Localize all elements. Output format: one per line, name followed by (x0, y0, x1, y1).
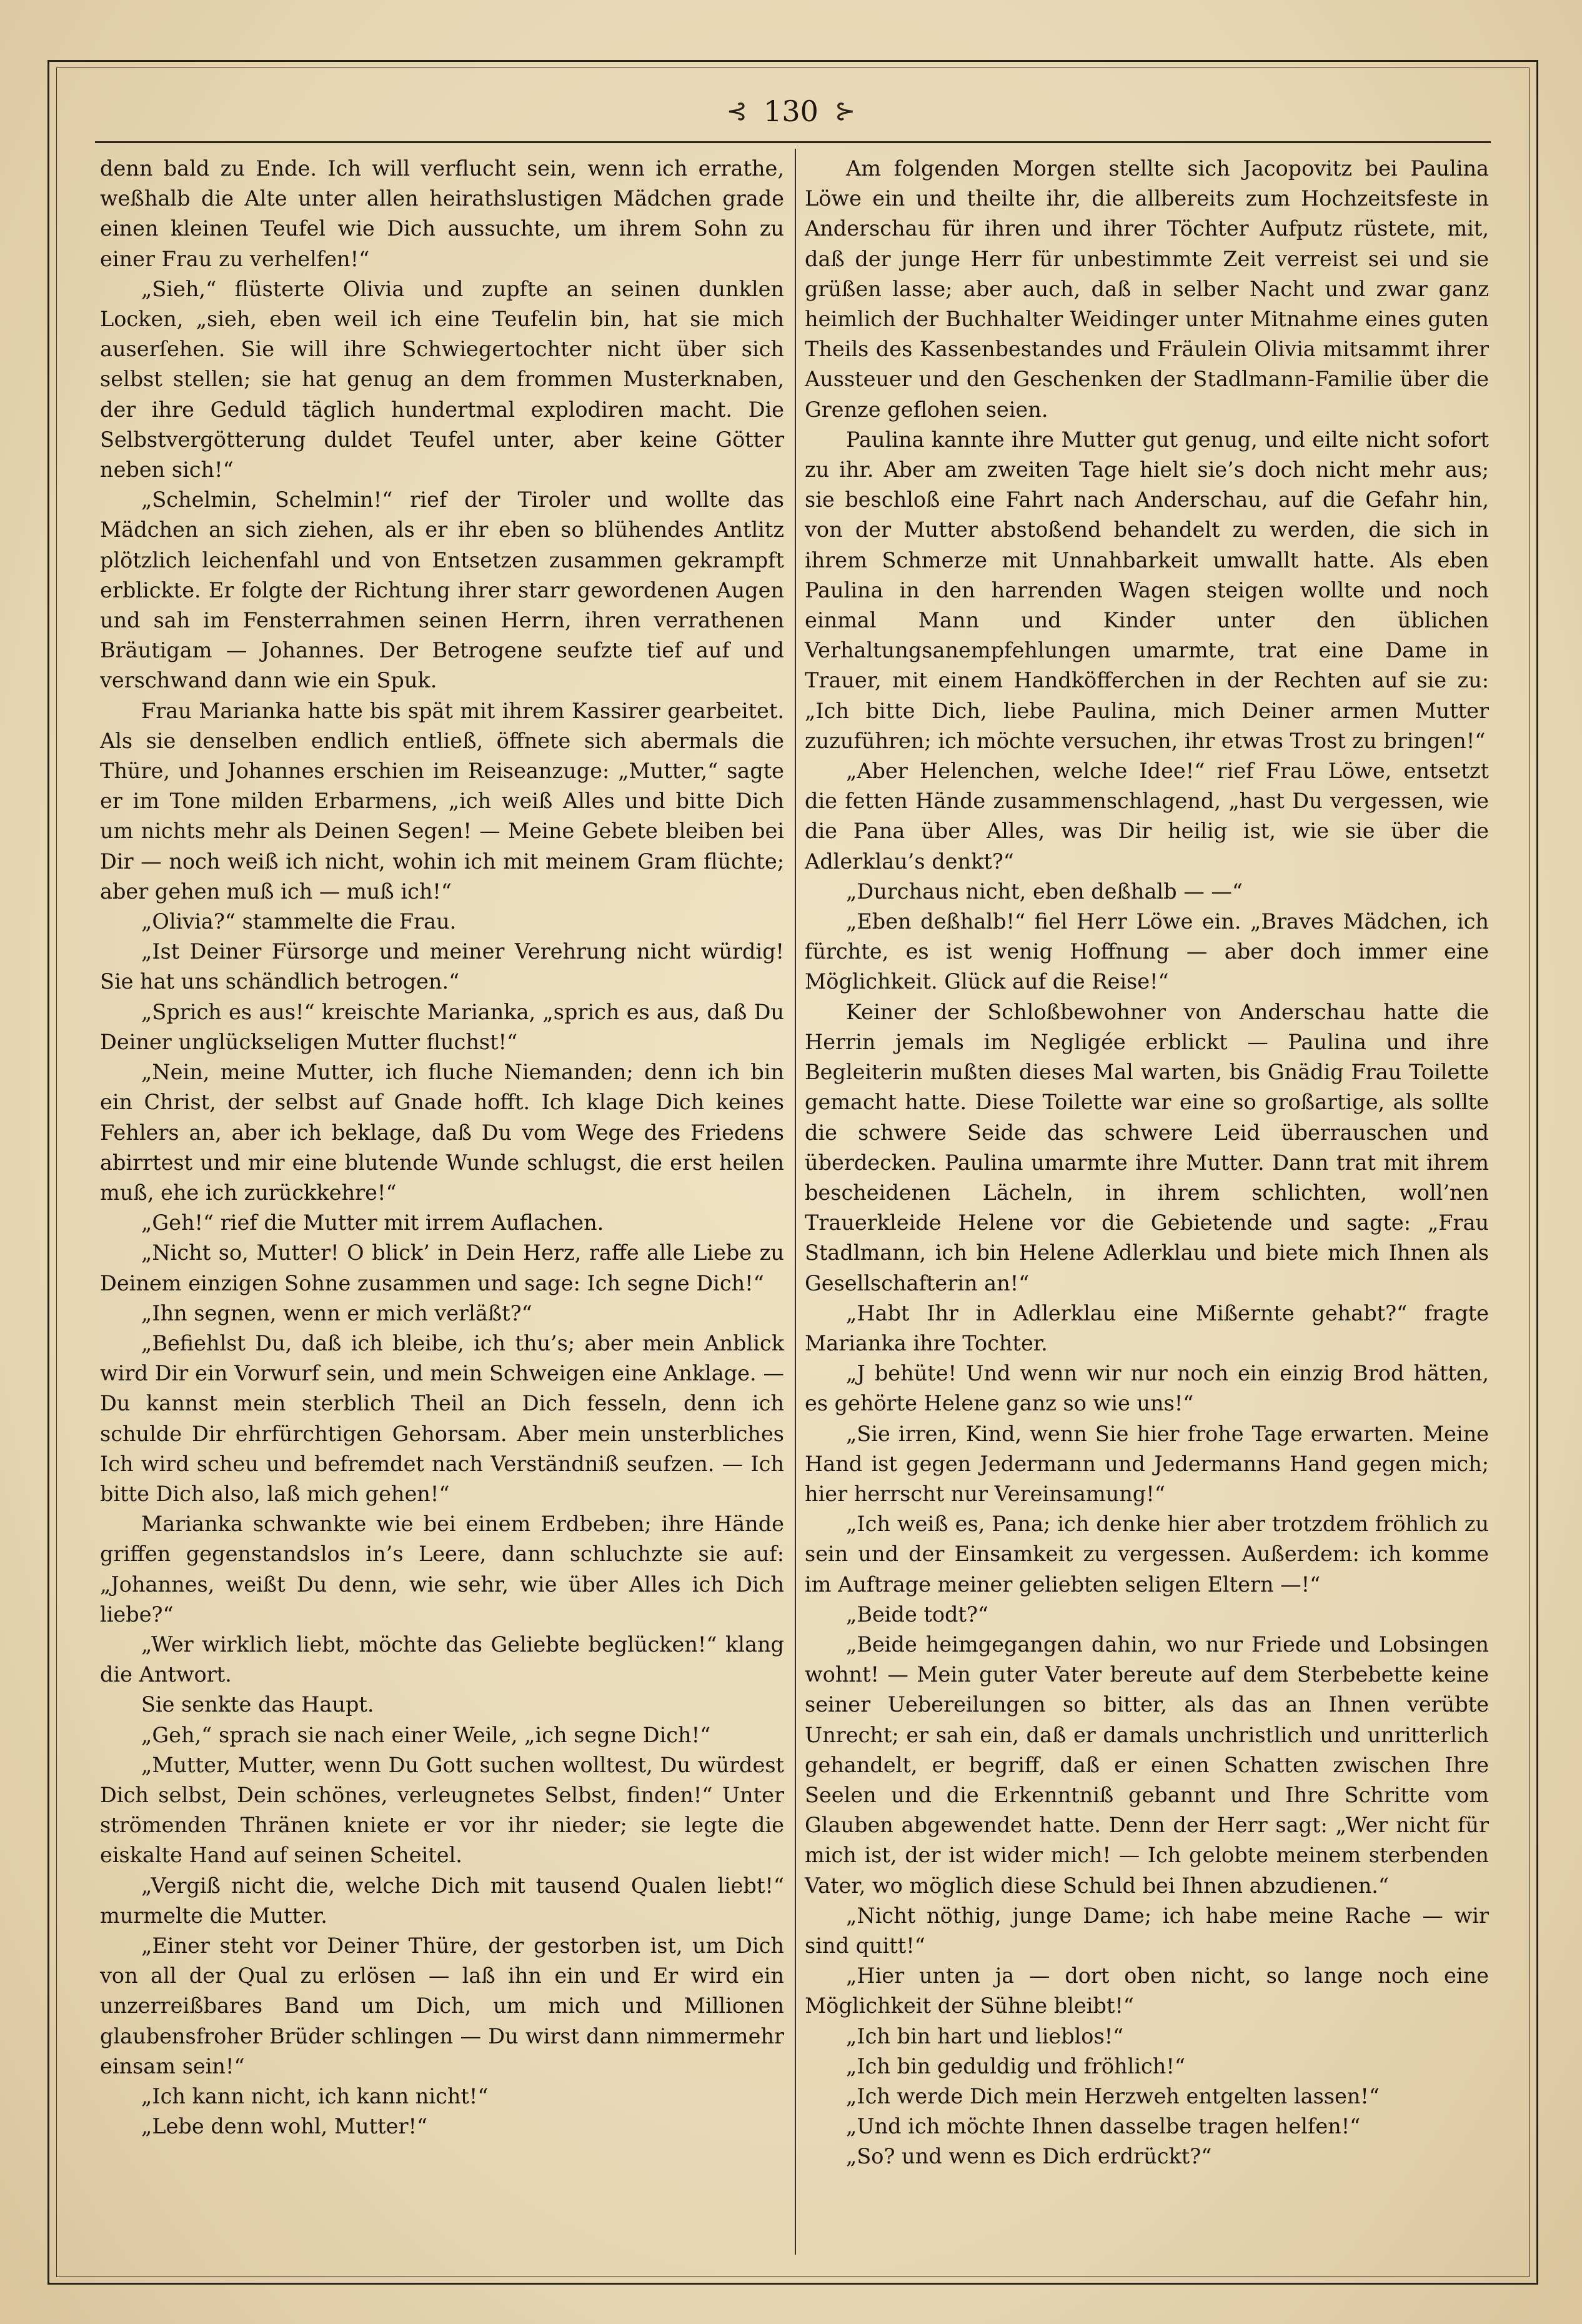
right-column (805, 154, 1489, 2172)
paragraph: „Nein, meine Mutter, ich fluche Niemanden; denn ich bin ein Christ, der selbst auf Gnade hofft. Ich klage Dich keines Fehlers an, aber ich beklage, daß Du vom Wege des Friedens abirrtest und mir eine blutende Wunde schlugst, die erst heilen muß, ehe ich zurückkehre!“ (100, 1060, 784, 1205)
paragraph: „Geh!“ rief die Mutter mit irrem Auflachen. (141, 1210, 604, 1235)
paragraph: Sie senkte das Haupt. (141, 1692, 374, 1717)
paragraph: „So? und wenn es Dich erdrückt?“ (846, 2144, 1212, 2169)
paragraph: „Vergiß nicht die, welche Dich mit tausend Qualen liebt!“ murmelte die Mutter. (100, 1873, 784, 1928)
paragraph: „Durchaus nicht, eben deßhalb — —“ (846, 879, 1243, 904)
paragraph: Marianka schwankte wie bei einem Erdbeben; ihre Hände griffen gegenstandslos in’s Leere, dann schluchzte sie auf: „Johannes, weißt Du denn, wie sehr, wie über Alles ich Dich liebe?“ (100, 1512, 784, 1627)
paragraph: „Beide todt?“ (846, 1602, 989, 1627)
paragraph: „Sieh,“ flüsterte Olivia und zupfte an seinen dunklen Locken, „sieh, eben weil ich eine Teufelin bin, hat sie mich auserſehen. Sie will ihre Schwiegertochter nicht über sich selbst stellen; sie hat genug an dem frommen Musterknaben, der ihre Geduld täglich hundertmal explodiren macht. Die Selbstvergötterung duldet Teufel unter, aber keine Götter neben sich!“ (100, 276, 784, 482)
paragraph: „Ich bin hart und lieblos!“ (846, 2023, 1124, 2048)
paragraph: „Ich kann nicht, ich kann nicht!“ (141, 2084, 489, 2108)
right-ornament-icon: ⊱ (834, 97, 856, 126)
paragraph: „Ich weiß es, Pana; ich denke hier aber trotzdem fröhlich zu sein und der Einsamkeit zu vergessen. Außerdem: ich komme im Auftrage meiner geliebten seligen Eltern —!“ (805, 1512, 1489, 1597)
column-divider (795, 149, 796, 2255)
paragraph: „Befiehlst Du, daß ich bleibe, ich thu’s; aber mein Anblick wird Dir ein Vorwurf sein, und mein Schweigen eine Anklage. — Du kannst mein sterblich Theil an Dich fesseln, denn ich schulde Dir ehrfürchtigen Gehorsam. Aber mein unsterbliches Ich wird scheu und befremdet nach Verständniß seufzen. — Ich bitte Dich also, laß mich gehen!“ (100, 1330, 784, 1506)
paragraph: „Und ich möchte Ihnen dasselbe tragen helfen!“ (846, 2114, 1361, 2139)
page-header (0, 86, 1582, 136)
paragraph: „Eben deßhalb!“ fiel Herr Löwe ein. „Braves Mädchen, ich fürchte, es ist wenig Hoffnung — aber doch immer eine Möglichkeit. Glück auf die Reise!“ (805, 909, 1489, 994)
paragraph: „Wer wirklich liebt, möchte das Geliebte beglücken!“ klang die Antwort. (100, 1632, 784, 1687)
paragraph: „Sie irren, Kind, wenn Sie hier frohe Tage erwarten. Meine Hand ist gegen Jedermann und Jedermanns Hand gegen mich; hier herrscht nur Vereinsamung!“ (805, 1421, 1489, 1506)
paragraph: „Olivia?“ stammelte die Frau. (141, 909, 457, 934)
paragraph: Am folgenden Morgen stellte sich Jacopovitz bei Paulina Löwe ein und theilte ihr, die allbereits zum Hochzeitsfeste in Anderschau für ihren und ihrer Töchter Aufputz rüstete, mit, daß der junge Herr für unbestimmte Zeit verreist sei und sie grüßen lasse; aber auch, daß in selber Nacht und zwar ganz heimlich der Buchhalter Weidinger unter Mitnahme eines guten Theils des Kassenbestandes und Fräulein Olivia mitsammt ihrer Aussteuer und den Geschenken der Stadlmann-Familie über die Grenze geflohen seien. (805, 156, 1489, 422)
page-number: 130 (764, 94, 818, 128)
header-rule (95, 141, 1491, 143)
paragraph: denn bald zu Ende. Ich will verflucht sein, wenn ich errathe, weßhalb die Alte unter allen heirathslustigen Mädchen grade einen kleinen Teufel wie Dich aussuchte, um ihrem Sohn zu einer Frau zu verhelfen!“ (100, 156, 784, 271)
paragraph: „Lebe denn wohl, Mutter!“ (141, 2114, 428, 2139)
paragraph: „Habt Ihr in Adlerklau eine Mißernte gehabt?“ fragte Marianka ihre Tochter. (805, 1300, 1489, 1355)
paragraph: „Beide heimgegangen dahin, wo nur Friede und Lobsingen wohnt! — Mein guter Vater bereute auf dem Sterbebette keine seiner Uebereilungen so bitter, als das an Ihnen verübte Unrecht; er sah ein, daß er damals unchristlich und unritterlich gehandelt, er begriff, daß er einen Schatten zwischen Ihre Seelen und die Erkenntniß gebannt und Ihre Schritte vom Glauben abgewendet hatte. Denn der Herr sagt: „Wer nicht für mich ist, der ist wider mich! — Ich gelobte meinem sterbenden Vater, wo möglich diese Schuld bei Ihnen abzudienen.“ (805, 1632, 1489, 1898)
paragraph: „Geh,“ sprach sie nach einer Weile, „ich segne Dich!“ (141, 1722, 711, 1747)
left-column (100, 154, 784, 2142)
paragraph: Paulina kannte ihre Mutter gut genug, und eilte nicht sofort zu ihr. Aber am zweiten Tage hielt sie’s doch nicht mehr aus; sie beschloß eine Fahrt nach Anderschau, auf die Gefahr hin, von der Mutter abstoßend behandelt zu werden, die sich in ihrem Schmerze mit Unnahbarkeit umwallt hatte. Als eben Paulina in den harrenden Wagen steigen wollte und noch einmal Mann und Kinder unter den üblichen Verhaltungsanempfehlungen umarmte, trat eine Dame in Trauer, mit einem Handköfferchen in der Rechten auf sie zu: „Ich bitte Dich, liebe Paulina, mich Deiner armen Mutter zuzuführen; ich möchte versuchen, ihr etwas Trost zu bringen!“ (805, 427, 1489, 753)
paragraph: „Ich bin geduldig und fröhlich!“ (846, 2053, 1185, 2078)
paragraph: „Aber Helenchen, welche Idee!“ rief Frau Löwe, entsetzt die fetten Hände zusammenschlagend, „hast Du vergessen, wie die Pana über Alles, was Dir heilig ist, wie sie über die Adlerklau’s denkt?“ (805, 759, 1489, 874)
paragraph: „Ich werde Dich mein Herzweh entgelten lassen!“ (846, 2084, 1380, 2108)
left-ornament-icon: ⊰ (726, 97, 748, 126)
paragraph: „Hier unten ja — dort oben nicht, so lange noch eine Möglichkeit der Sühne bleibt!“ (805, 1963, 1489, 2018)
paragraph: „Ist Deiner Fürsorge und meiner Verehrung nicht würdig! Sie hat uns schändlich betrogen.“ (100, 939, 784, 994)
paragraph: Keiner der Schloßbewohner von Anderschau hatte die Herrin jemals im Negligée erblickt — Paulina und ihre Begleiterin mußten dieses Mal warten, bis Gnädig Frau Toilette gemacht hatte. Diese Toilette war eine so großartige, als sollte die schwere Seide das schwere Leid überrauschen und überdecken. Paulina umarmte ihre Mutter. Dann trat mit ihrem bescheidenen Lächeln, in ihrem schlichten, woll’nen Trauerkleide Helene vor die Gebietende und sagte: „Frau Stadlmann, ich bin Helene Adlerklau und biete mich Ihnen als Gesellschafterin an!“ (805, 999, 1489, 1295)
paragraph: „Einer steht vor Deiner Thüre, der gestorben ist, um Dich von all der Qual zu erlösen — laß ihn ein und Er wird ein unzerreißbares Band um Dich, um mich und Millionen glaubensfroher Brüder schlingen — Du wirst dann nimmermehr einsam sein!“ (100, 1933, 784, 2078)
paragraph: „Nicht so, Mutter! O blick’ in Dein Herz, raffe alle Liebe zu Deinem einzigen Sohne zusammen und sage: Ich segne Dich!“ (100, 1240, 784, 1295)
paragraph: Frau Marianka hatte bis spät mit ihrem Kassirer gearbeitet. Als sie denselben endlich entließ, öffnete sich abermals die Thüre, und Johannes erschien im Reiseanzuge: „Mutter,“ sagte er im Tone milden Erbarmens, „ich weiß Alles und bitte Dich um nichts mehr als Deinen Segen! — Meine Gebete bleiben bei Dir — noch weiß ich nicht, wohin ich mit meinem Gram flüchte; aber gehen muß ich — muß ich!“ (100, 698, 784, 904)
paragraph: „Schelmin, Schelmin!“ rief der Tiroler und wollte das Mädchen an sich ziehen, als er ihr eben so blühendes Antlitz plötzlich leichenfahl und von Entsetzen zusammen gekrampft erblickte. Er folgte der Richtung ihrer starr gewordenen Augen und sah im Fensterrahmen seinen Herrn, ihren verrathenen Bräutigam — Johannes. Der Betrogene seufzte tief auf und verschwand dann wie ein Spuk. (100, 487, 784, 693)
paragraph: „Sprich es aus!“ kreischte Marianka, „sprich es aus, daß Du Deiner unglückseligen Mutter fluchst!“ (100, 999, 784, 1054)
paragraph: „Nicht nöthig, junge Dame; ich habe meine Rache — wir sind quitt!“ (805, 1903, 1489, 1958)
paragraph: „Ihn segnen, wenn er mich verläßt?“ (141, 1300, 532, 1325)
paragraph: „J behüte! Und wenn wir nur noch ein einzig Brod hätten, es gehörte Helene ganz so wie uns!“ (805, 1361, 1489, 1416)
paragraph: „Mutter, Mutter, wenn Du Gott suchen wolltest, Du würdest Dich selbst, Dein schönes, verleugnetes Selbst, finden!“ Unter strömenden Thränen kniete er vor ihr nieder; sie legte die eiskalte Hand auf seinen Scheitel. (100, 1752, 784, 1868)
